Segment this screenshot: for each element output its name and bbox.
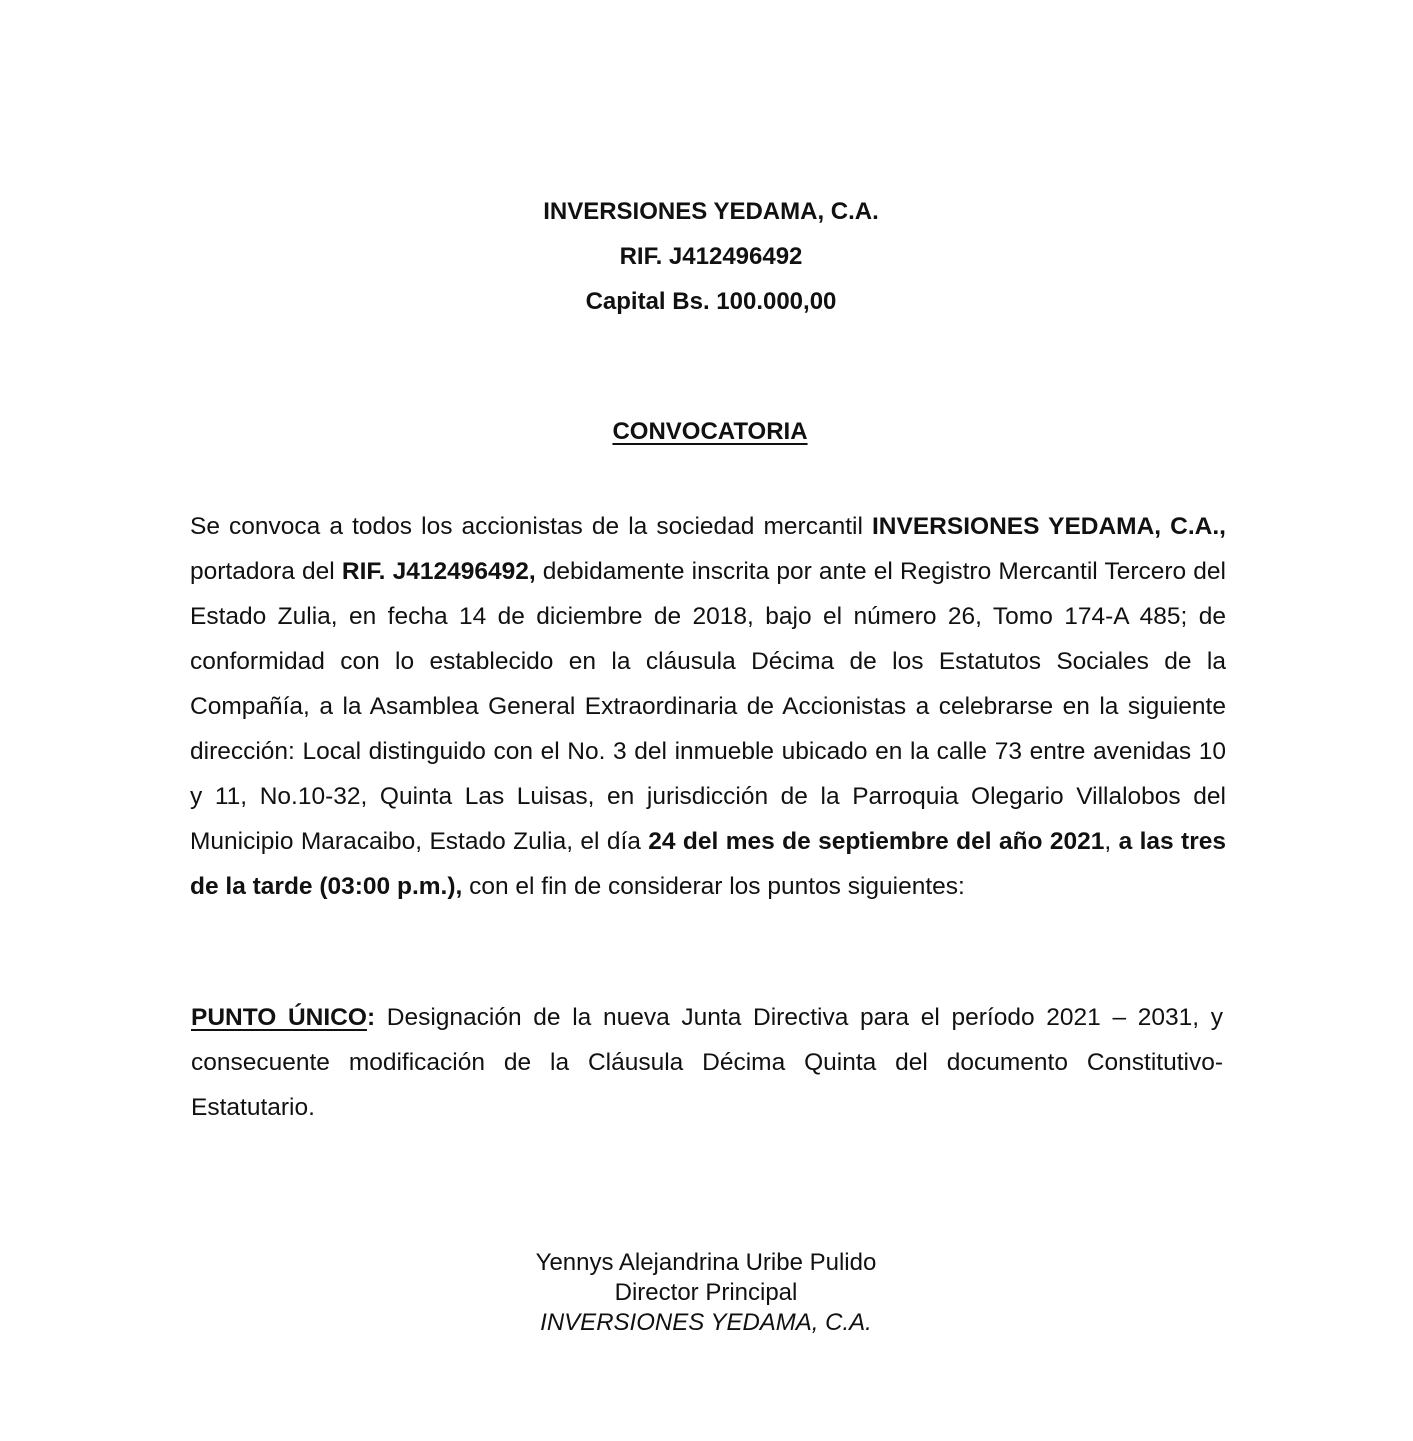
body-text-3: debidamente inscrita por ante el Registro Mercantil Tercero del Estado Zulia, en fecha 14 de diciembre de 2018, bajo el número 26, Tomo 174-A 485; de conformidad con lo establecido en la cláusula Décima de los Estatutos Sociales de la Compañía, a la Asamblea General Extraordinaria de Accionistas a celebrarse en la siguiente dirección: Local distinguido con el No. 3 del inmueble ubicado en la calle 73 entre avenidas 10 y 11, No.10-32, Quinta Las Luisas, en jurisdicción de la Parroquia Olegario Villalobos del Municipio Maracaibo, Estado Zulia, el día bbox=[190, 558, 1226, 855]
signature-block bbox=[0, 1248, 1412, 1338]
body-bold-rif: RIF. J412496492, bbox=[341, 558, 536, 585]
company-capital: Capital Bs. 100.000,00 bbox=[585, 288, 837, 315]
body-text-1: Se convoca a todos los accionistas de la sociedad mercantil bbox=[190, 513, 872, 540]
agenda-point bbox=[191, 995, 1223, 1130]
body-bold-company: INVERSIONES YEDAMA, C.A., bbox=[872, 513, 1226, 540]
agenda-point-colon: : bbox=[366, 1004, 376, 1031]
signatory-role: Director Principal bbox=[614, 1279, 798, 1306]
signatory-name: Yennys Alejandrina Uribe Pulido bbox=[535, 1249, 877, 1276]
company-header bbox=[0, 192, 1413, 327]
document-title: CONVOCATORIA bbox=[612, 418, 808, 445]
body-bold-date: 24 del mes de septiembre del año 2021 bbox=[648, 828, 1105, 855]
company-rif: RIF. J412496492 bbox=[619, 243, 803, 270]
body-text-2: portadora del bbox=[190, 558, 342, 585]
body-text-5: con el fin de considerar los puntos siguientes: bbox=[462, 873, 965, 900]
body-bold-time: a las tres de la tarde (03:00 p.m.), bbox=[190, 828, 1226, 900]
agenda-point-label: PUNTO ÚNICO bbox=[191, 1004, 367, 1031]
agenda-point-text: Designación de la nueva Junta Directiva para el período 2021 – 2031, y consecuente modificación de la Cláusula Décima Quinta del documento Constitutivo-Estatutario. bbox=[191, 1004, 1223, 1121]
company-name: INVERSIONES YEDAMA, C.A. bbox=[543, 198, 879, 225]
convocation-paragraph bbox=[190, 504, 1226, 909]
body-text-4: , bbox=[1104, 828, 1119, 855]
signatory-company: INVERSIONES YEDAMA, C.A. bbox=[540, 1309, 872, 1336]
